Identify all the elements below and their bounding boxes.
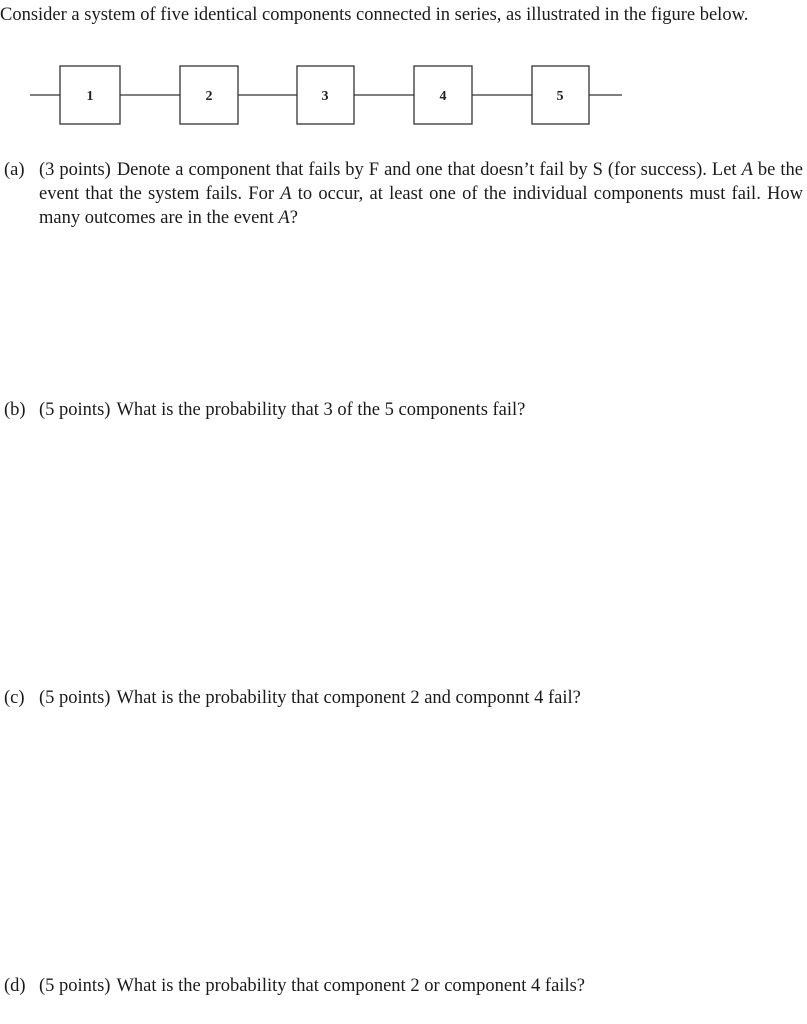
question-c-text: What is the probability that component 2 and componnt 4 fail? xyxy=(116,688,581,708)
question-d-points: (5 points) xyxy=(39,976,111,996)
question-b-body xyxy=(39,398,803,422)
question-a-part3: to occur, at least one of the individual components must fail. How many outcomes are in the event xyxy=(39,184,803,228)
question-a-part1: Denote a component that fails by F and one that doesn’t fail by S (for success). Let xyxy=(116,160,742,180)
question-a-points: (3 points) xyxy=(39,160,111,180)
question-b-text: What is the probability that 3 of the 5 components fail? xyxy=(116,400,526,420)
question-d xyxy=(4,974,803,998)
event-a-var: A xyxy=(741,160,753,180)
question-c-label: (c) xyxy=(4,688,25,708)
component-label-4: 4 xyxy=(439,89,447,104)
series-system-diagram xyxy=(30,62,630,128)
question-c-points: (5 points) xyxy=(39,688,111,708)
intro-text: Consider a system of five identical components connected in series, as illustrated in the figure below. xyxy=(0,5,749,25)
question-c xyxy=(4,686,803,710)
question-a-part4: ? xyxy=(289,208,298,228)
question-b xyxy=(4,398,803,422)
question-d-label: (d) xyxy=(4,976,26,996)
question-a-part2: be the event that the system fails. For xyxy=(39,160,803,204)
component-label-5: 5 xyxy=(556,89,564,104)
series-diagram-svg xyxy=(30,62,630,128)
component-label-2: 2 xyxy=(205,89,213,104)
question-a-label: (a) xyxy=(4,160,25,180)
event-a-var: A xyxy=(280,184,292,204)
event-a-var: A xyxy=(278,208,290,228)
question-d-body xyxy=(39,974,803,998)
question-a xyxy=(4,158,803,230)
question-b-label: (b) xyxy=(4,400,26,420)
question-a-text xyxy=(39,158,803,230)
component-label-1: 1 xyxy=(86,89,94,104)
question-d-text: What is the probability that component 2 or component 4 fails? xyxy=(116,976,585,996)
question-c-body xyxy=(39,686,803,710)
question-b-points: (5 points) xyxy=(39,400,111,420)
component-label-3: 3 xyxy=(321,89,329,104)
